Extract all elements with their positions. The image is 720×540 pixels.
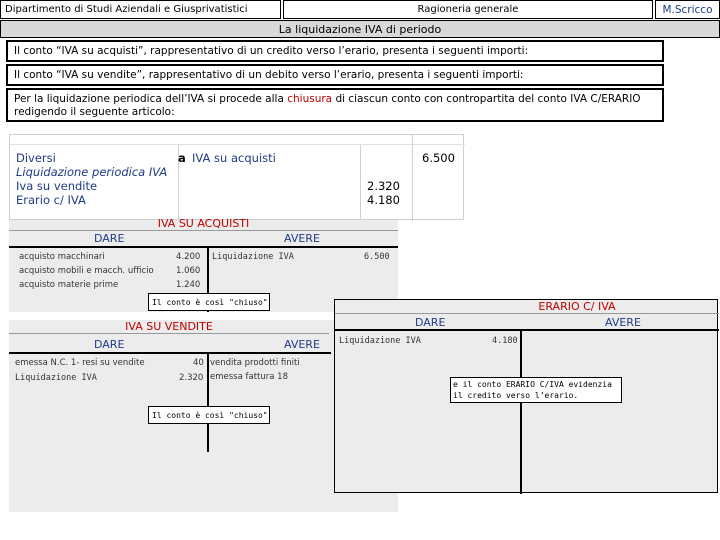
journal-row-liquidazione: Liquidazione periodica IVA [16,165,168,179]
account-iva-acquisti-title: IVA SU ACQUISTI [157,217,250,230]
statement-liquidazione [6,88,664,122]
page-title: La liquidazione IVA di periodo [278,22,442,36]
acquisti-row-amount: 4.200 [176,252,201,262]
acquisti-row-label: acquisto macchinari [19,252,105,262]
vendite-dare: DARE [94,338,125,351]
department-label: Dipartimento di Studi Aziendali e Giusprivatistici [5,4,248,15]
author-label: M.Scricco [662,3,713,16]
erario-note [450,377,622,403]
header-author [655,0,720,19]
header-course [283,0,653,19]
journal-credit-account: IVA su acquisti [192,151,276,165]
vendite-dare-amount: 40 [193,358,204,368]
vendite-avere-label: vendita prodotti finiti [210,358,300,368]
journal-amount-erario: 4.180 [367,193,400,207]
acquisti-row-label: acquisto mobili e macch. ufficio [19,266,154,276]
erario-avere: AVERE [605,316,641,329]
journal-row-erario: Erario c/ IVA [16,193,86,207]
liquidazione-highlight: chiusura [287,93,333,105]
statement-iva-vendite [6,64,664,86]
page-title-bar [0,20,720,38]
vendite-closed-note: Il conto è così "chiuso" [148,406,270,424]
statement-iva-acquisti [6,40,664,62]
vendite-avere: AVERE [284,338,320,351]
erario-note-line1: e il conto ERARIO C/IVA evidenzia [453,380,612,389]
account-erario-title: ERARIO C/ IVA [538,300,616,313]
liquidazione-text-before: Per la liquidazione periodica dell’IVA si procede alla [14,93,288,105]
erario-dare-label: Liquidazione IVA [339,336,421,346]
course-label: Ragioneria generale [417,4,519,15]
acquisti-avere-amount: 6.500 [364,252,390,262]
journal-row-diversi: Diversi [16,151,56,165]
journal-row-iva-vendite: Iva su vendite [16,179,98,193]
journal-entry [9,134,464,220]
statement-iva-vendite-text: Il conto “IVA su vendite”, rappresentativo di un debito verso l’erario, presenta i seguenti importi: [14,69,524,81]
account-iva-vendite-title: IVA SU VENDITE [125,320,213,333]
acquisti-closed-note: Il conto è così "chiuso" [148,293,270,311]
vendite-avere-label: emessa fattura 18 [210,372,288,382]
vendite-dare-amount: 2.320 [179,373,204,383]
acquisti-dare: DARE [94,232,125,245]
liquidazione-text-after: di ciascun conto con contropartita del conto IVA C/ERARIO redigendo il seguente articolo: [14,93,641,118]
acquisti-row-amount: 1.240 [176,280,201,290]
journal-amount-vendite: 2.320 [367,179,400,193]
journal-a: a [178,151,186,165]
erario-dare: DARE [415,316,446,329]
statement-iva-acquisti-text: Il conto “IVA su acquisti”, rappresentativo di un credito verso l’erario, presenta i seguenti importi: [14,45,529,57]
acquisti-avere-label: Liquidazione IVA [212,252,294,262]
erario-dare-amount: 4.180 [492,336,518,346]
header-department [0,0,281,19]
vendite-dare-label: Liquidazione IVA [15,373,97,383]
acquisti-row-label: acquisto materie prime [19,280,119,290]
acquisti-avere: AVERE [284,232,320,245]
erario-note-line2: il credito verso l’erario. [453,391,579,400]
acquisti-row-amount: 1.060 [176,266,201,276]
vendite-dare-label: emessa N.C. 1- resi su vendite [15,358,145,368]
journal-credit-amount: 6.500 [422,151,455,165]
